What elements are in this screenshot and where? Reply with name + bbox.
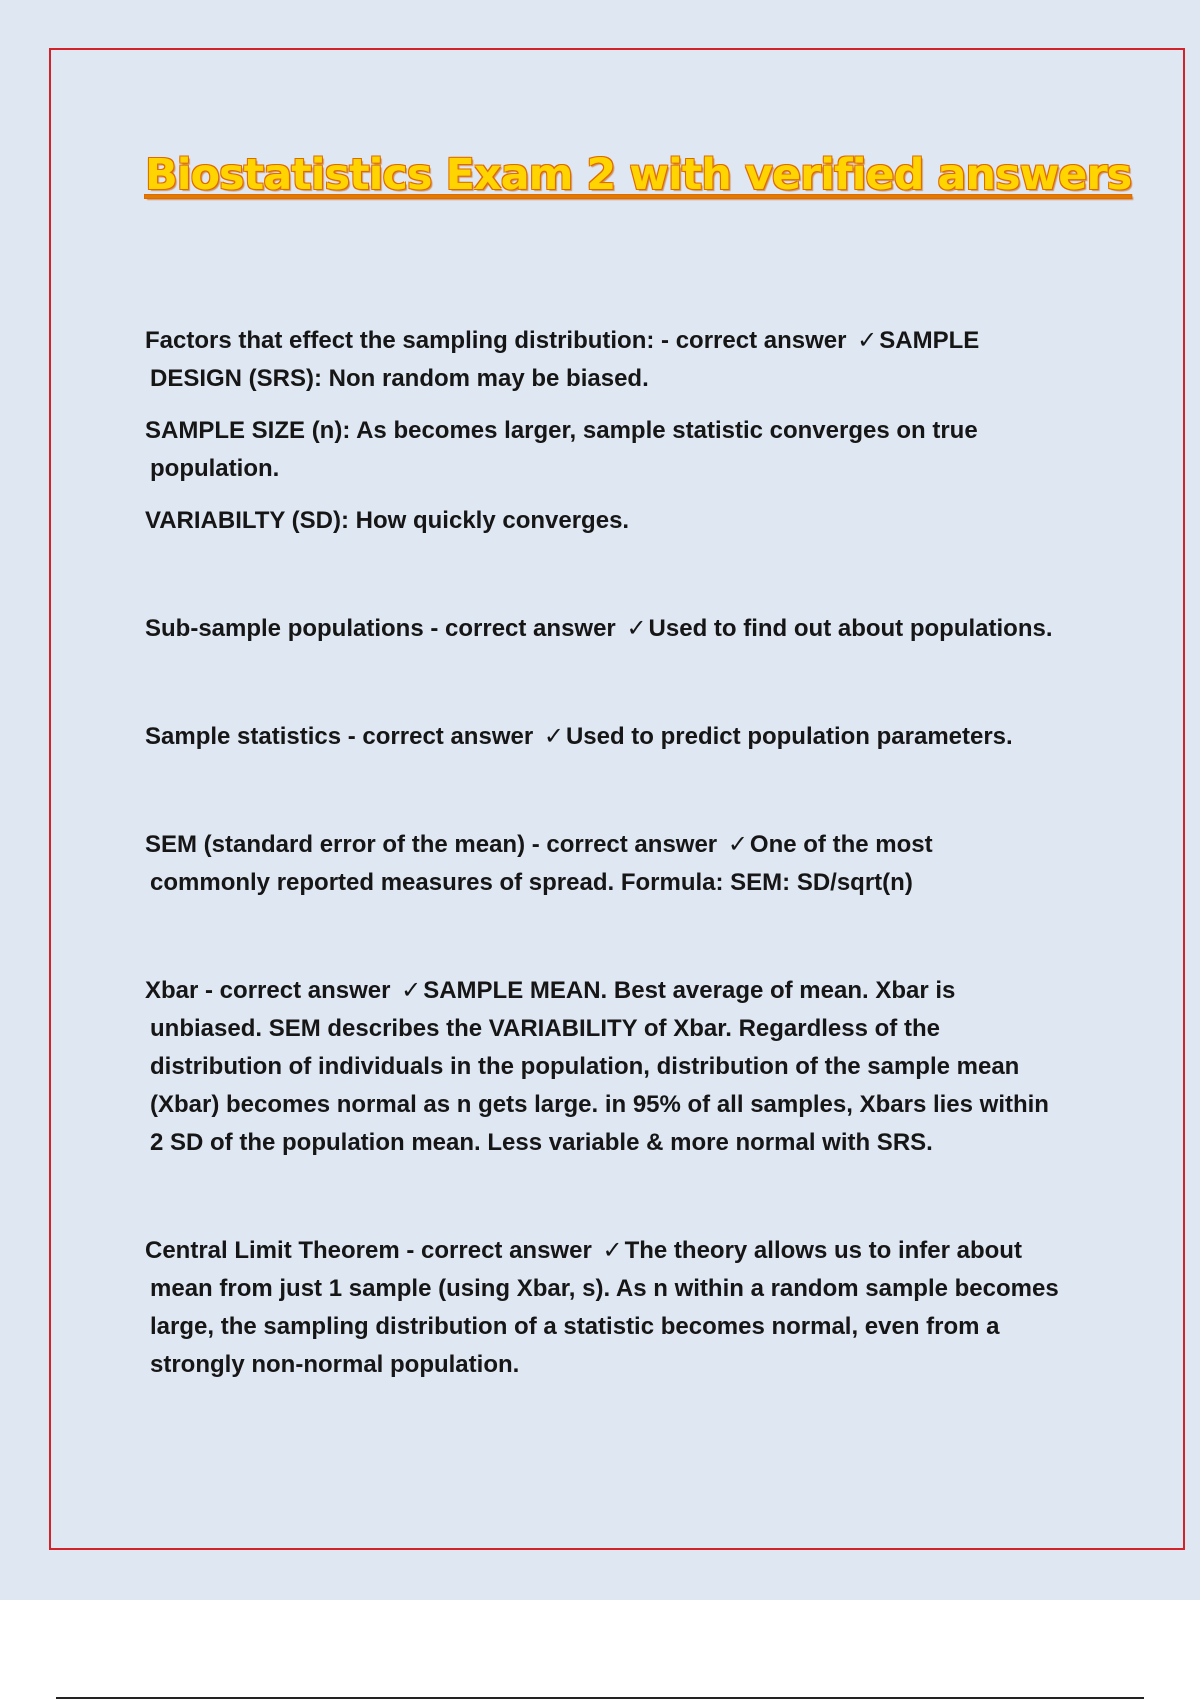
check-icon: ✓ <box>857 327 878 354</box>
qa-line <box>145 718 1095 756</box>
document-title: Biostatistics Exam 2 with verified answers <box>145 150 1132 200</box>
answer-text: VARIABILTY (SD): How quickly converges. <box>145 507 630 534</box>
question-term: SEM (standard error of the mean) - correct answer <box>145 831 724 858</box>
qa-item-sample-statistics <box>145 718 1095 756</box>
answer-text: SAMPLE <box>879 327 980 354</box>
answer-text: unbiased. SEM describes the VARIABILITY of Xbar. Regardless of the <box>150 1015 940 1042</box>
check-icon: ✓ <box>626 615 647 642</box>
question-term: Sample statistics - correct answer <box>145 723 540 750</box>
question-term: Xbar - correct answer <box>145 977 398 1004</box>
answer-text: distribution of individuals in the population, distribution of the sample mean <box>150 1053 1020 1080</box>
answer-text: large, the sampling distribution of a statistic becomes normal, even from a <box>150 1313 1000 1340</box>
answer-text: (Xbar) becomes normal as n gets large. in 95% of all samples, Xbars lies within <box>150 1091 1049 1118</box>
answer-text: mean from just 1 sample (using Xbar, s). As n within a random sample becomes <box>150 1275 1059 1302</box>
question-term: Factors that effect the sampling distribution: - correct answer <box>145 327 854 354</box>
answer-text: The theory allows us to infer about <box>624 1237 1022 1264</box>
question-term: Sub-sample populations - correct answer <box>145 615 623 642</box>
answer-text: SAMPLE SIZE (n): As becomes larger, sample statistic converges on true <box>145 417 978 444</box>
answer-text: 2 SD of the population mean. Less variable & more normal with SRS. <box>150 1129 933 1156</box>
qa-line <box>145 610 1095 648</box>
qa-item-sampling-factors <box>145 322 1095 540</box>
check-icon: ✓ <box>727 831 748 858</box>
check-icon: ✓ <box>602 1237 623 1264</box>
qa-item-xbar <box>145 972 1095 1162</box>
qa-item-sub-sample <box>145 610 1095 648</box>
answer-text: population. <box>150 455 280 482</box>
answer-text: Used to predict population parameters. <box>565 723 1013 750</box>
answer-text: SAMPLE MEAN. Best average of mean. Xbar is <box>423 977 956 1004</box>
qa-line <box>145 322 1095 360</box>
qa-line <box>145 972 1095 1010</box>
check-icon: ✓ <box>401 977 422 1004</box>
answer-text: strongly non-normal population. <box>150 1351 520 1378</box>
qa-line <box>145 826 1095 864</box>
answer-text: commonly reported measures of spread. Formula: SEM: SD/sqrt(n) <box>150 869 913 896</box>
footer-rule <box>56 1697 1144 1699</box>
check-icon: ✓ <box>543 723 564 750</box>
answer-text: DESIGN (SRS): Non random may be biased. <box>150 365 649 392</box>
question-term: Central Limit Theorem - correct answer <box>145 1237 599 1264</box>
answer-text: One of the most <box>749 831 933 858</box>
qa-list <box>145 322 1095 1384</box>
qa-item-central-limit-theorem <box>145 1232 1095 1384</box>
answer-text: Used to find out about populations. <box>648 615 1053 642</box>
qa-item-sem <box>145 826 1095 902</box>
qa-line <box>145 1232 1095 1270</box>
